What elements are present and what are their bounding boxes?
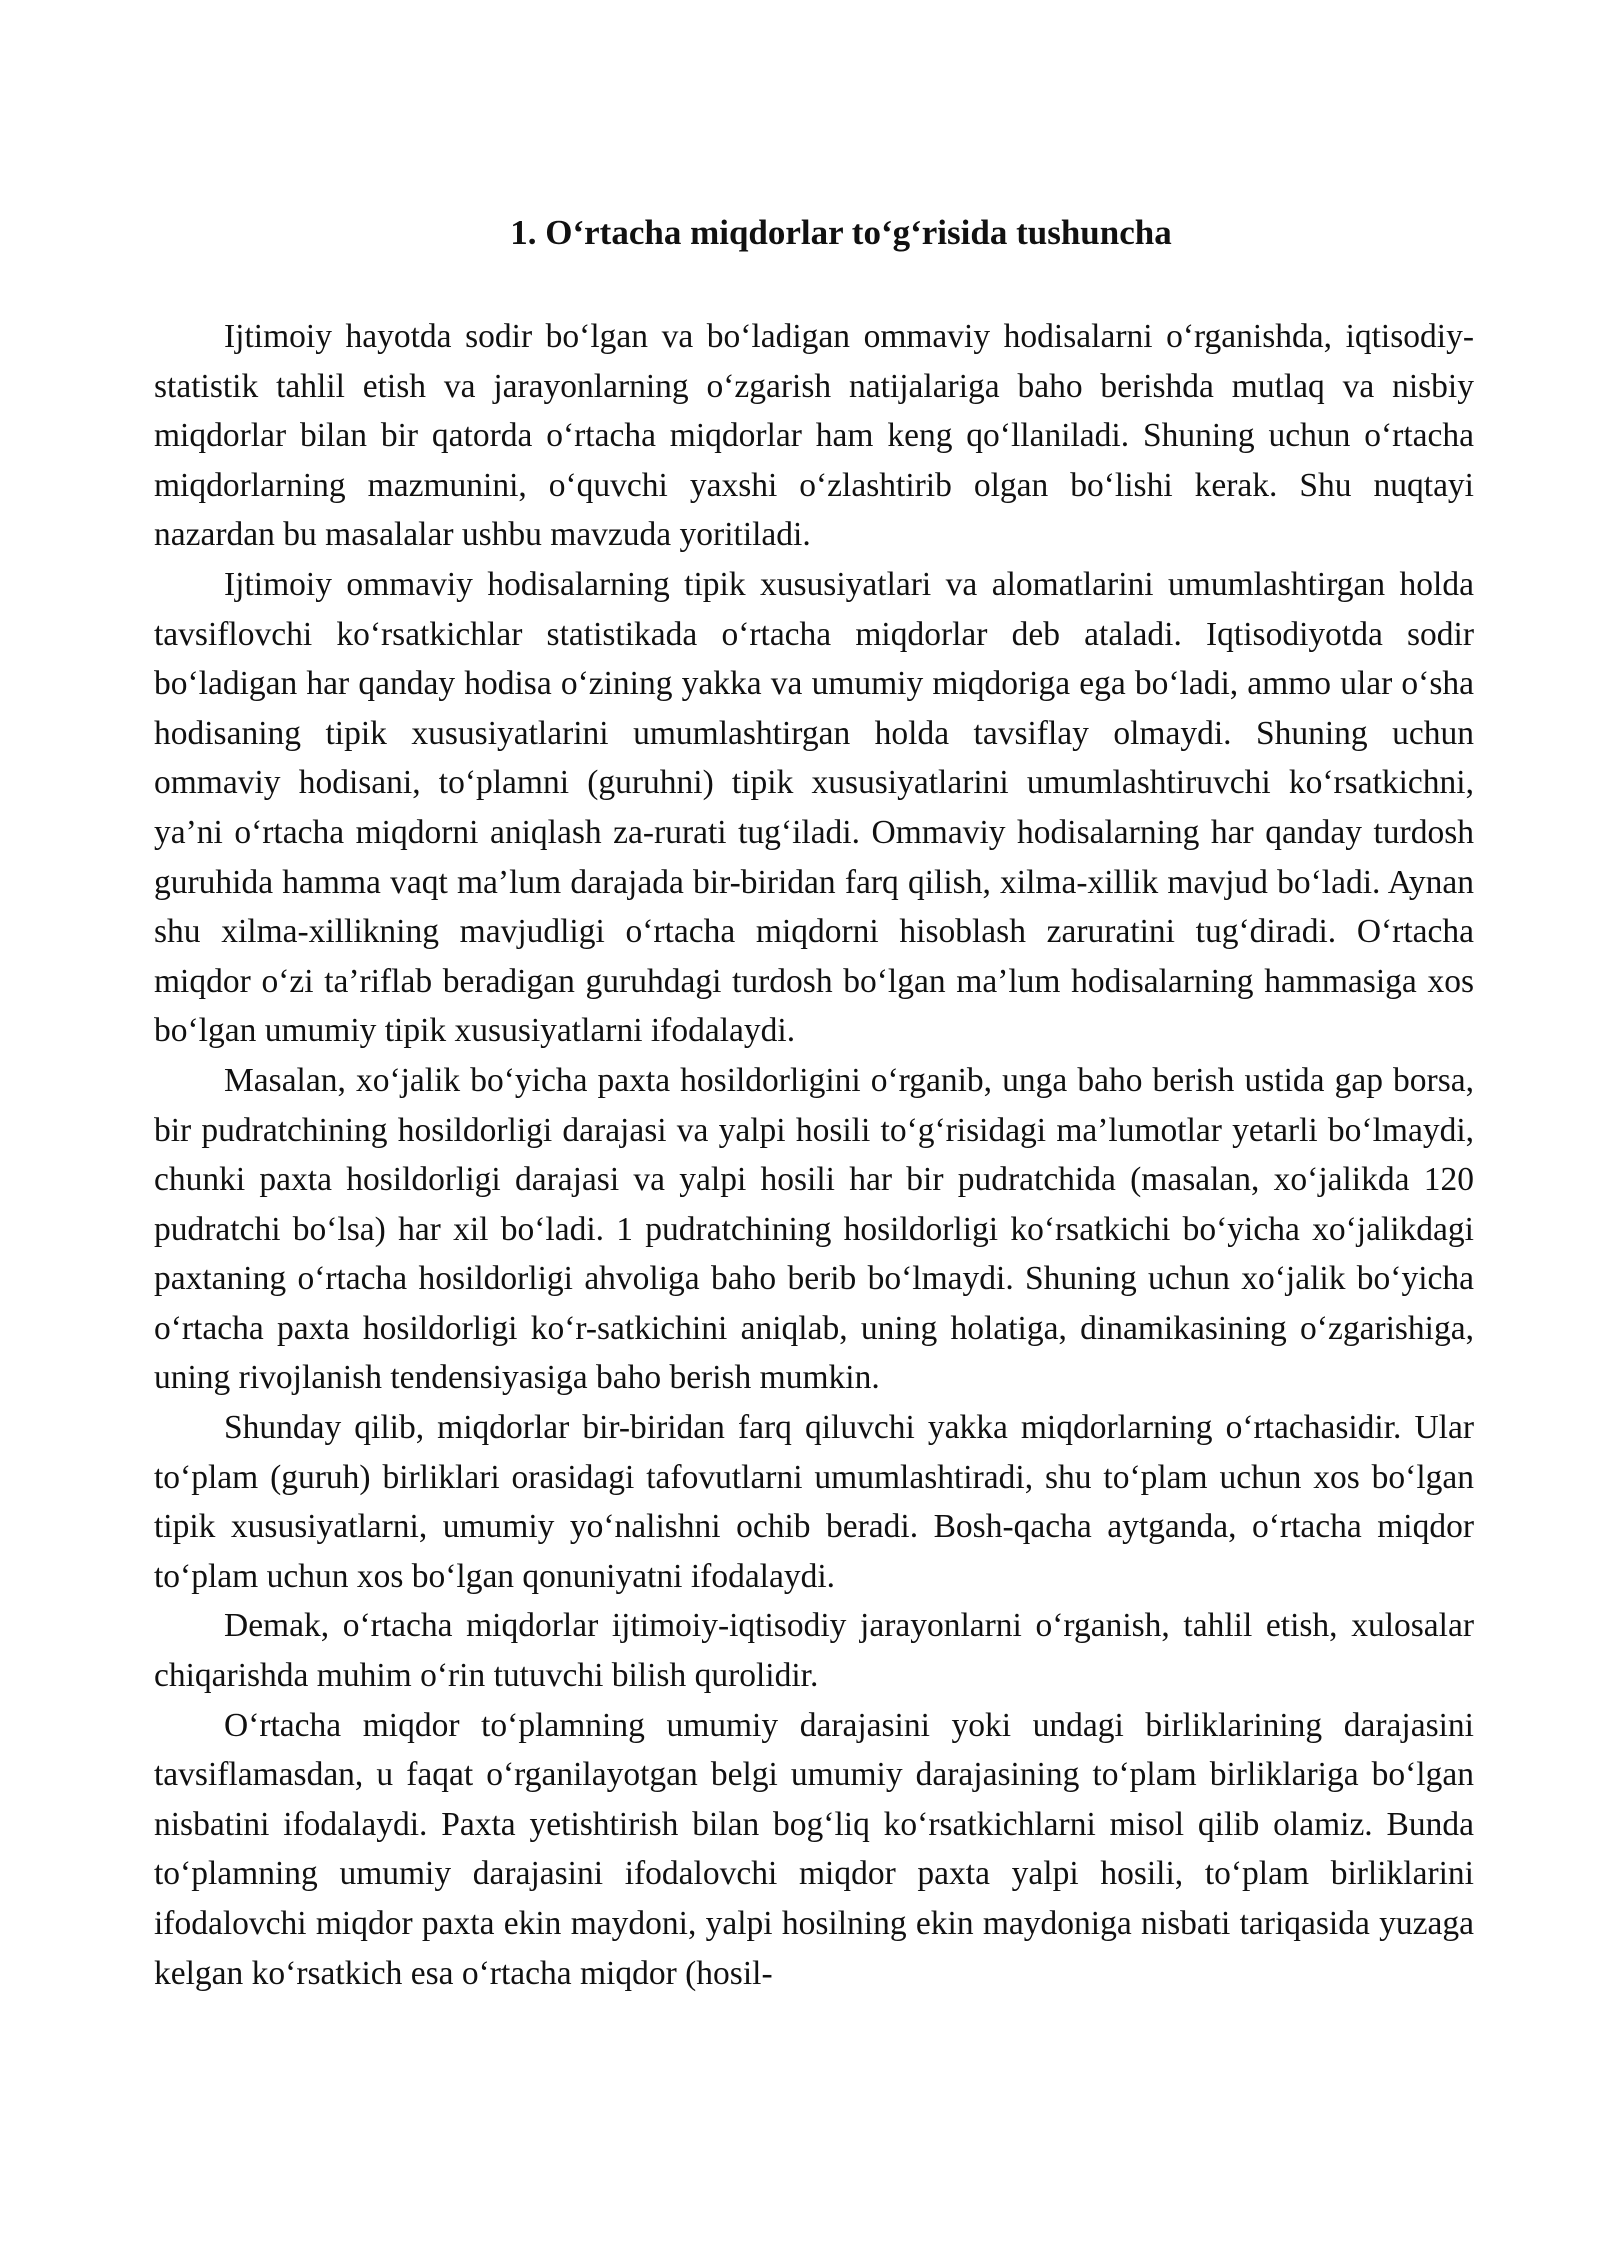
paragraph-1: Ijtimoiy hayotda sodir bo‘lgan va bo‘ladigan ommaviy hodisalarni o‘rganishda, iqtisodiy-statistik tahlil etish va jarayonlarning o‘zgarish natijalariga baho berishda mutlaq va nisbiy miqdorlar bilan bir qatorda o‘rtacha miqdorlar ham keng qo‘llaniladi. Shuning uchun o‘rtacha miqdorlarning mazmunini, o‘quvchi yaxshi o‘zlashtirib olgan bo‘lishi kerak. Shu nuqtayi nazardan bu masalalar ushbu mavzuda yoritiladi. <box>154 318 1474 554</box>
paragraph-4: Shunday qilib, miqdorlar bir-biridan farq qiluvchi yakka miqdorlarning o‘rtachasidir. Ular to‘plam (guruh) birliklari orasidagi tafovutlarni umumlashtiradi, shu to‘plam uchun xos bo‘lgan tipik xususiyatlarni, umumiy yo‘nalishni ochib beradi. Bosh-qacha aytganda, o‘rtacha miqdor to‘plam uchun xos bo‘lgan qonuniyatni ifodalaydi. <box>154 1409 1474 1595</box>
paragraph-5: Demak, o‘rtacha miqdorlar ijtimoiy-iqtisodiy jarayonlarni o‘rganish, tahlil etish, xulosalar chiqarishda muhim o‘rin tutuvchi bilish qurolidir. <box>154 1607 1474 1695</box>
paragraph-6: O‘rtacha miqdor to‘plamning umumiy darajasini yoki undagi birliklarining darajasini tavsiflamasdan, u faqat o‘rganilayotgan belgi umumiy darajasining to‘plam birliklariga bo‘lgan nisbatini ifodalaydi. Paxta yetishtirish bilan bog‘liq ko‘rsatkichlarni misol qilib olamiz. Bunda to‘plamning umumiy darajasini ifodalovchi miqdor paxta yalpi hosili, to‘plam birliklarini ifodalovchi miqdor paxta ekin maydoni, yalpi hosilning ekin maydoniga nisbati tariqasida yuzaga kelgan ko‘rsatkich esa o‘rtacha miqdor (hosil- <box>154 1706 1474 1992</box>
paragraph-2: Ijtimoiy ommaviy hodisalarning tipik xususiyatlari va alomatlarini umumlashtirgan holda tavsiflovchi ko‘rsatkichlar statistikada o‘rtacha miqdorlar deb ataladi. Iqtisodiyotda sodir bo‘ladigan har qanday hodisa o‘zining yakka va umumiy miqdoriga ega bo‘ladi, ammo ular o‘sha hodisaning tipik xususiyatlarini umumlashtirgan holda tavsiflay olmaydi. Shuning uchun ommaviy hodisani, to‘plamni (guruhni) tipik xususiyatlarini umumlashtiruvchi ko‘rsatkichni, ya’ni o‘rtacha miqdorni aniqlash za-rurati tug‘iladi. Ommaviy hodisalarning har qanday turdosh guruhida hamma vaqt ma’lum darajada bir-biridan farq qilish, xilma-xillik mavjud bo‘ladi. Aynan shu xilma-xillikning mavjudligi o‘rtacha miqdorni hisoblash zaruratini tug‘diradi. O‘rtacha miqdor o‘zi ta’riflab beradigan guruhdagi turdosh bo‘lgan ma’lum hodisalarning hammasiga xos bo‘lgan umumiy tipik xususiyatlarni ifodalaydi. <box>154 565 1474 1050</box>
document-page <box>154 208 1474 1998</box>
paragraph-3: Masalan, xo‘jalik bo‘yicha paxta hosildorligini o‘rganib, unga baho berish ustida gap borsa, bir pudratchining hosildorligi darajasi va yalpi hosili to‘g‘risidagi ma’lumotlar yetarli bo‘lmaydi, chunki paxta hosildorligi darajasi va yalpi hosili har bir pudratchida (masalan, xo‘jalikda 120 pudratchi bo‘lsa) har xil bo‘ladi. 1 pudratchining hosildorligi ko‘rsatkichi bo‘yicha xo‘jalikdagi paxtaning o‘rtacha hosildorligi ahvoliga baho berib bo‘lmaydi. Shuning uchun xo‘jalik bo‘yicha o‘rtacha paxta hosildorligi ko‘r-satkichini aniqlab, uning holatiga, dinamikasining o‘zgarishiga, uning rivojlanish tendensiyasiga baho berish mumkin. <box>154 1061 1474 1397</box>
section-heading: 1. O‘rtacha miqdorlar to‘g‘risida tushuncha <box>510 213 1172 252</box>
